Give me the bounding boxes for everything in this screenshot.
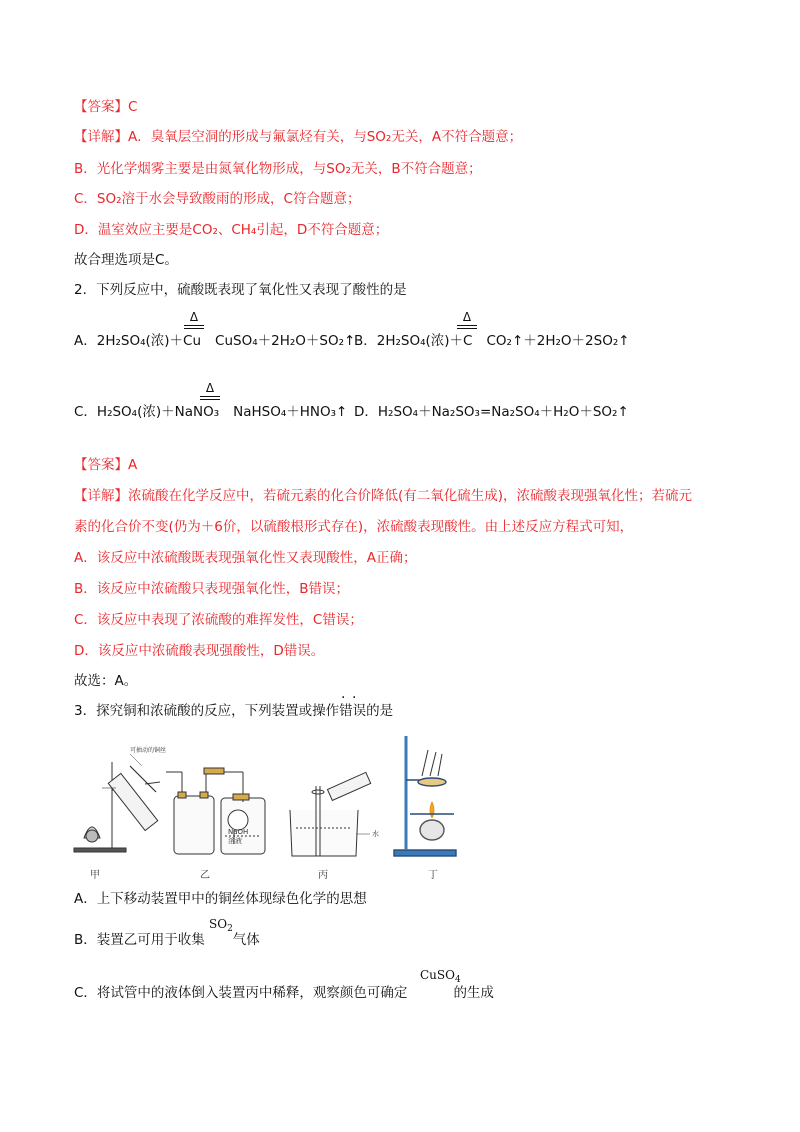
label-copper-wire: 可抽动的铜丝 — [130, 747, 167, 754]
apparatus-yi — [166, 768, 265, 854]
apparatus-figure — [70, 732, 470, 882]
q3-stem-emphasis: 错误 — [339, 703, 367, 719]
caption-bing: 丙 — [318, 870, 328, 881]
q2-option-a — [74, 331, 355, 351]
apparatus-ding — [394, 736, 456, 856]
q3-stem — [74, 701, 393, 721]
q1-answer: 【答案】C — [74, 99, 138, 115]
q3-option-c — [74, 983, 494, 1003]
q1-detail-a: A．臭氧层空洞的形成与氟氯烃有关，与SO₂无关，A不符合题意； — [128, 129, 523, 145]
q1-detail-d: D．温室效应主要是CO₂、CH₄引起，D不符合题意； — [74, 222, 389, 238]
apparatus-bing — [290, 772, 379, 856]
apparatus-jia — [74, 746, 166, 852]
q1-detail-a-line — [74, 127, 522, 147]
q3-opt-b-after: 气体 — [232, 932, 260, 948]
q3-stem-before: 3．探究铜和浓硫酸的反应，下列装置或操作 — [74, 703, 340, 719]
q2-opt-b-right: CO₂↑＋2H₂O＋2SO₂↑ — [486, 333, 630, 349]
q2-opt-a-right: CuSO₄＋2H₂O＋SO₂↑ — [215, 333, 356, 349]
q2-detail-a: A．该反应中浓硫酸既表现强氧化性又表现酸性，A正确； — [74, 550, 417, 566]
q3-opt-c-before: C．将试管中的液体倒入装置丙中稀释，观察颜色可确定 — [74, 985, 408, 1001]
label-naoh-1: NaOH — [228, 828, 249, 836]
q1-detail-tag: 【详解】 — [74, 129, 128, 145]
q2-detail-1: 浓硫酸在化学反应中，若硫元素的化合价降低(有二氧化硫生成)，浓硫酸表现强氧化性；若硫元 — [128, 488, 693, 504]
q2-opt-b-heat-symbol: Δ — [457, 310, 477, 329]
caption-yi: 乙 — [200, 870, 210, 881]
q2-detail-tag: 【详解】 — [74, 488, 128, 504]
q1-detail-c: C．SO₂溶于水会导致酸雨的形成，C符合题意； — [74, 191, 361, 207]
q2-opt-c-right: NaHSO₄＋HNO₃↑ — [233, 404, 348, 420]
q2-answer: 【答案】A — [74, 457, 138, 473]
label-naoh-2: 溶液 — [228, 837, 242, 845]
q2-opt-c-heat-symbol: Δ — [200, 381, 220, 400]
q2-conclusion: 故选：A。 — [74, 673, 138, 689]
q2-stem: 2．下列反应中，硫酸既表现了氧化性又表现了酸性的是 — [74, 282, 407, 298]
q3-option-b — [74, 930, 260, 950]
q2-detail-c: C．该反应中表现了浓硫酸的难挥发性，C错误； — [74, 612, 363, 628]
q1-detail-b: B．光化学烟雾主要是由氮氧化物形成，与SO₂无关，B不符合题意； — [74, 161, 482, 177]
caption-ding: 丁 — [428, 870, 438, 881]
q2-option-c — [74, 402, 347, 422]
q3-option-a: A．上下移动装置甲中的铜丝体现绿色化学的思想 — [74, 891, 367, 907]
q2-detail-d: D．该反应中浓硫酸表现强酸性，D错误。 — [74, 643, 325, 659]
q3-opt-c-after: 的生成 — [453, 985, 494, 1001]
q1-conclusion: 故合理选项是C。 — [74, 252, 178, 268]
q2-detail-b: B．该反应中浓硫酸只表现强氧化性，B错误； — [74, 581, 350, 597]
emphasis-dots: · — [341, 690, 346, 706]
q2-opt-c-left: C．H₂SO₄(浓)＋NaNO₃ — [74, 404, 220, 420]
q2-option-d: D．H₂SO₄＋Na₂SO₃=Na₂SO₄＋H₂O＋SO₂↑ — [354, 404, 629, 420]
q2-option-b — [354, 331, 630, 351]
q2-opt-b-left: B．2H₂SO₄(浓)＋C — [354, 333, 473, 349]
q3-opt-c-formula: CuSO$_4$ — [420, 968, 461, 985]
q3-opt-b-formula: $SO_2$ — [209, 917, 233, 934]
q2-detail-2: 素的化合价不变(仍为＋6价，以硫酸根形式存在)，浓硫酸表现酸性。由上述反应方程式可知， — [74, 519, 634, 535]
q2-opt-a-heat-symbol: Δ — [184, 310, 204, 329]
q2-detail-line-1 — [74, 486, 692, 506]
caption-jia: 甲 — [90, 870, 100, 881]
q3-opt-b-before: B．装置乙可用于收集 — [74, 932, 205, 948]
emphasis-dots: · — [352, 690, 357, 706]
label-water: 水 — [372, 830, 379, 838]
q2-opt-a-left: A．2H₂SO₄(浓)＋Cu — [74, 333, 202, 349]
q3-stem-after: 的是 — [366, 703, 394, 719]
